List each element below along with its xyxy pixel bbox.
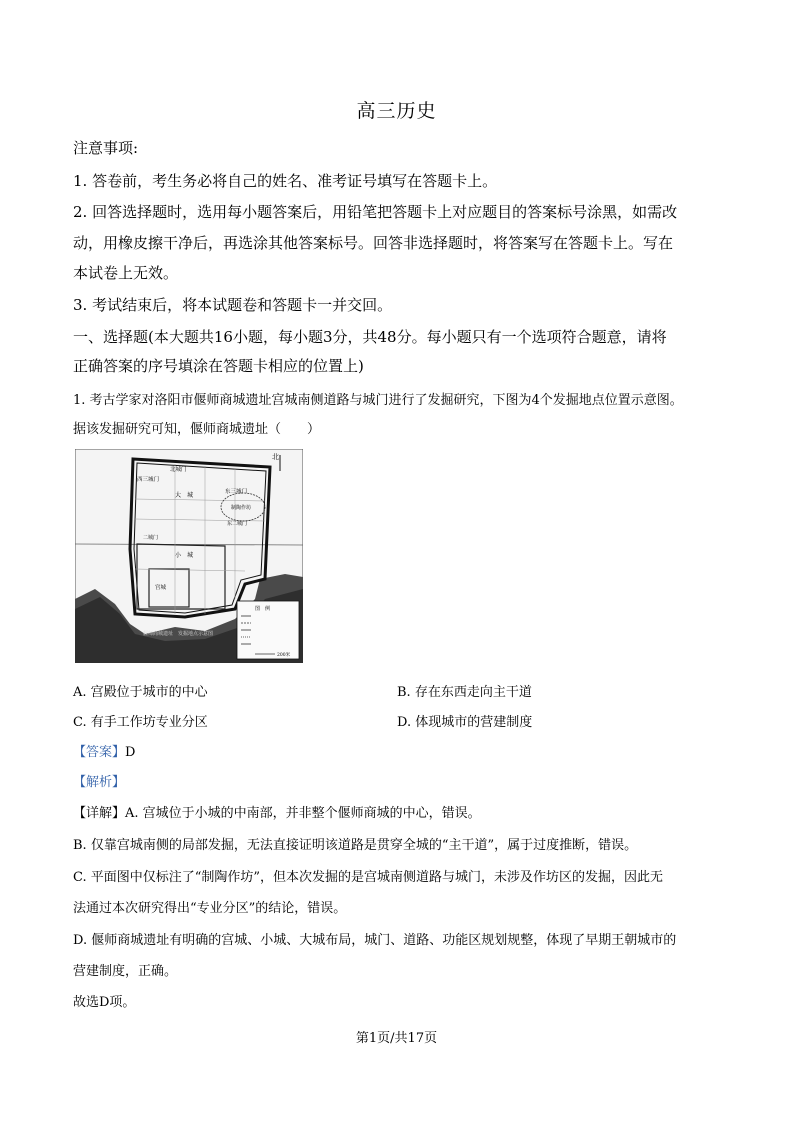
map-label-palace: 宫城 — [155, 585, 167, 591]
analysis-line: 法通过本次研究得出“专业分区”的结论，错误。 — [73, 901, 347, 916]
section-heading: 一、选择题(本大题共16小题，每小题3分，共48分。每小题只有一个选项符合题意，请将 — [73, 328, 667, 346]
map-label-big-city: 大 城 — [175, 492, 194, 499]
page-footer: 第1页/共17页 — [355, 1031, 438, 1046]
section-heading-cont: 正确答案的序号填涂在答题卡相应的位置上) — [73, 357, 364, 375]
site-map-figure — [75, 449, 303, 663]
question-stem: 1. 考古学家对洛阳市偃师商城遗址宫城南侧道路与城门进行了发掘研究，下图为4个发掘地点位置示意图。 — [73, 393, 683, 408]
analysis-line: D. 偃师商城遗址有明确的宫城、小城、大城布局，城门、道路、功能区规划规整，体现了早期王朝城市的 — [73, 933, 677, 948]
notice-item: 3. 考试结束后，将本试题卷和答题卡一并交回。 — [73, 296, 393, 314]
map-label-west-gate: 西三城门 — [137, 477, 160, 483]
analysis-line: 营建制度，正确。 — [73, 964, 178, 979]
notice-item: 动，用橡皮擦干净后，再选涂其他答案标号。回答非选择题时，将答案写在答题卡上。写在 — [73, 234, 674, 252]
map-label-north-gate: 北城门 — [170, 467, 187, 473]
analysis-line: 【详解】A. 宫城位于小城的中南部，并非整个偃师商城的中心，错误。 — [73, 806, 481, 821]
map-label-east-gate: 东三城门 — [225, 489, 248, 495]
scale-label: 200米 — [277, 653, 291, 658]
legend-title: 图 例 — [255, 606, 271, 612]
analysis-line: B. 仅靠宫城南侧的局部发掘，无法直接证明该道路是贯穿全城的“主干道”，属于过度推断，错误。 — [73, 838, 638, 853]
option-c: C. 有手工作坊专业分区 — [73, 715, 208, 730]
map-label-east-gate-2: 东二城门 — [227, 521, 248, 527]
map-label-pottery: 制陶作坊 — [231, 505, 252, 511]
option-a: A. 宫殿位于城市的中心 — [73, 685, 208, 700]
notice-item: 本试卷上无效。 — [73, 264, 179, 282]
option-d: D. 体现城市的营建制度 — [397, 715, 533, 730]
map-label-gate-2: 二城门 — [143, 535, 159, 541]
answer-value: D — [125, 745, 136, 760]
page-title: 高三历史 — [356, 100, 437, 122]
notice-heading: 注意事项: — [73, 139, 139, 157]
answer-label: 【答案】 — [73, 745, 126, 760]
north-label: 北 — [272, 453, 279, 461]
option-b: B. 存在东西走向主干道 — [397, 685, 532, 700]
map-label-small-city: 小 城 — [175, 552, 194, 559]
analysis-line: 故选D项。 — [73, 995, 136, 1010]
question-stem-cont: 据该发掘研究可知，偃师商城遗址（ ） — [73, 422, 321, 437]
answer-line — [73, 741, 135, 760]
notice-item: 2. 回答选择题时，选用每小题答案后，用铅笔把答题卡上对应题目的答案标号涂黑，如需改 — [73, 203, 678, 221]
notice-item: 1. 答卷前，考生务必将自己的姓名、准考证号填写在答题卡上。 — [73, 172, 498, 190]
map-caption: 偃师商城遗址 发掘地点示意图 — [143, 631, 214, 637]
analysis-line: C. 平面图中仅标注了“制陶作坊”，但本次发掘的是宫城南侧道路与城门，未涉及作坊区的发掘，因此无 — [73, 870, 664, 885]
analysis-label: 【解析】 — [73, 775, 126, 790]
